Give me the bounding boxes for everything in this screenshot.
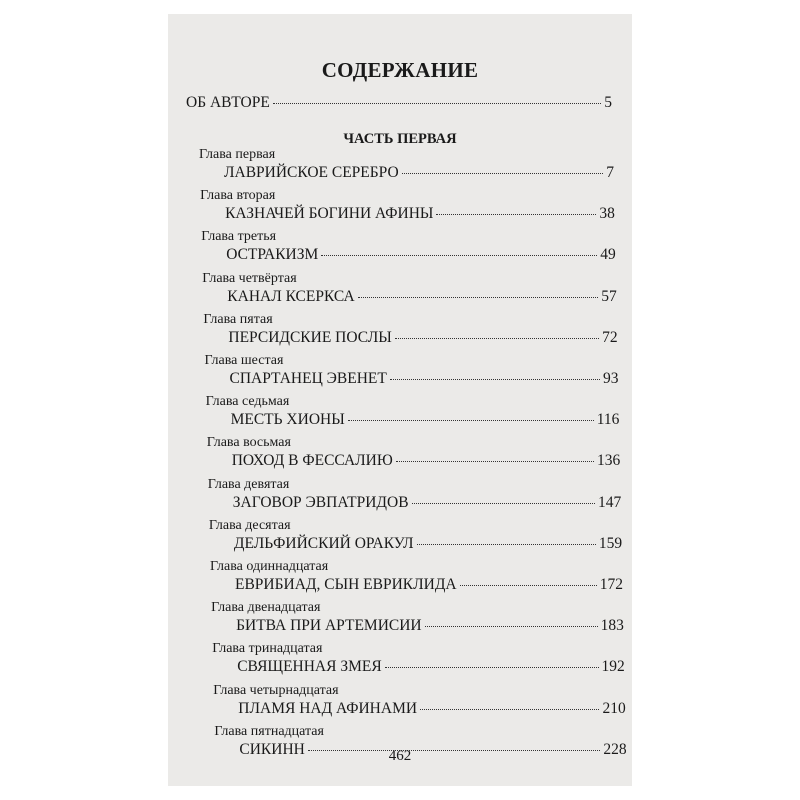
chapter-number: Глава пятая xyxy=(203,311,273,327)
toc-entry-title: СВЯЩЕННАЯ ЗМЕЯ xyxy=(237,658,382,676)
toc-entry xyxy=(231,411,620,431)
toc-entry-page: 183 xyxy=(600,617,624,635)
toc-entry xyxy=(232,452,621,472)
part-heading: ЧАСТЬ ПЕРВАЯ xyxy=(343,131,457,147)
chapter-number: Глава тринадцатая xyxy=(212,641,323,657)
toc-entry-page: 57 xyxy=(601,287,617,305)
dot-leader xyxy=(425,626,598,627)
chapter-number: Глава седьмая xyxy=(205,394,290,410)
toc-entry-title: ЛАВРИЙСКОЕ СЕРЕБРО xyxy=(224,164,399,181)
toc-entry-title: ЗАГОВОР ЭВПАТРИДОВ xyxy=(232,493,409,511)
toc-entry-title: ПЛАМЯ НАД АФИНАМИ xyxy=(238,699,418,717)
toc-entry-about xyxy=(186,94,612,114)
toc-entry xyxy=(225,205,615,225)
toc-entry-title: ДЕЛЬФИЙСКИЙ ОРАКУЛ xyxy=(233,534,414,552)
book-page xyxy=(168,14,632,786)
dot-leader xyxy=(412,503,595,504)
toc-entry-page: 228 xyxy=(603,740,627,758)
page-title: СОДЕРЖАНИЕ xyxy=(321,58,479,82)
dot-leader xyxy=(460,585,597,586)
chapter-number: Глава первая xyxy=(199,147,276,162)
dot-leader xyxy=(385,667,599,668)
toc-entry-title: ПОХОД В ФЕССАЛИЮ xyxy=(231,452,393,470)
toc-entry xyxy=(234,535,622,555)
toc-entry xyxy=(235,576,623,596)
toc-entry-page: 93 xyxy=(603,370,619,387)
toc-entry-page: 172 xyxy=(599,576,623,593)
toc-entry-title: СПАРТАНЕЦ ЭВЕНЕТ xyxy=(229,370,387,387)
toc-entry-page: 147 xyxy=(597,493,622,511)
chapter-number: Глава двенадцатая xyxy=(211,600,321,616)
page-number: 462 xyxy=(388,748,412,764)
chapter-number: Глава девятая xyxy=(207,476,290,492)
toc-entry xyxy=(233,494,621,514)
toc-entry-title: ЕВРИБИАД, СЫН ЕВРИКЛИДА xyxy=(235,576,457,593)
dot-leader xyxy=(390,379,600,380)
dot-leader xyxy=(348,420,594,421)
toc-entry xyxy=(224,164,614,184)
chapter-number: Глава вторая xyxy=(200,188,276,204)
dot-leader xyxy=(395,338,599,339)
dot-leader xyxy=(402,173,604,174)
chapter-number: Глава десятая xyxy=(208,517,291,533)
toc-entry xyxy=(227,288,616,308)
toc-entry-page: 49 xyxy=(600,246,616,264)
toc-entry-page: 136 xyxy=(597,452,621,470)
chapter-number: Глава восьмая xyxy=(206,435,291,451)
toc-entry-title: ОСТРАКИЗМ xyxy=(226,246,319,264)
toc-entry-page: 159 xyxy=(598,534,623,552)
chapter-number: Глава четырнадцатая xyxy=(213,682,339,698)
chapter-number: Глава пятнадцатая xyxy=(214,723,324,739)
chapter-number: Глава третья xyxy=(201,229,277,245)
dot-leader xyxy=(417,544,596,545)
toc-entry-title: ОБ АВТОРЕ xyxy=(186,94,270,111)
toc-entry-page: 210 xyxy=(602,699,626,717)
chapter-number: Глава одиннадцатая xyxy=(210,559,329,574)
dot-leader xyxy=(273,103,601,104)
toc-entry-page: 116 xyxy=(596,411,620,429)
toc-entry-page: 5 xyxy=(604,94,612,111)
toc-entry-title: ПЕРСИДСКИЕ ПОСЛЫ xyxy=(228,328,392,346)
toc-entry xyxy=(236,617,624,637)
toc-entry xyxy=(237,658,625,678)
toc-entry-page: 192 xyxy=(601,658,625,676)
toc-entry xyxy=(238,700,625,720)
toc-entry-page: 72 xyxy=(602,328,618,346)
toc-entry-title: СИКИНН xyxy=(239,740,305,758)
dot-leader xyxy=(321,255,597,256)
dot-leader xyxy=(420,709,599,710)
toc-entry xyxy=(228,329,617,349)
dot-leader xyxy=(358,297,598,298)
toc-entry-page: 7 xyxy=(606,164,614,181)
dot-leader xyxy=(396,461,594,462)
toc-entry-page: 38 xyxy=(599,205,615,223)
chapter-number: Глава четвёртая xyxy=(202,270,297,286)
toc-entry-title: КАЗНАЧЕЙ БОГИНИ АФИНЫ xyxy=(225,205,434,223)
toc-entry xyxy=(226,246,616,266)
toc-entry-title: БИТВА ПРИ АРТЕМИСИИ xyxy=(236,617,422,635)
toc-entry xyxy=(230,370,619,390)
dot-leader xyxy=(436,214,596,215)
toc-entry-title: МЕСТЬ ХИОНЫ xyxy=(230,411,345,429)
toc-entry-title: КАНАЛ КСЕРКСА xyxy=(227,287,355,305)
chapter-number: Глава шестая xyxy=(204,353,284,368)
